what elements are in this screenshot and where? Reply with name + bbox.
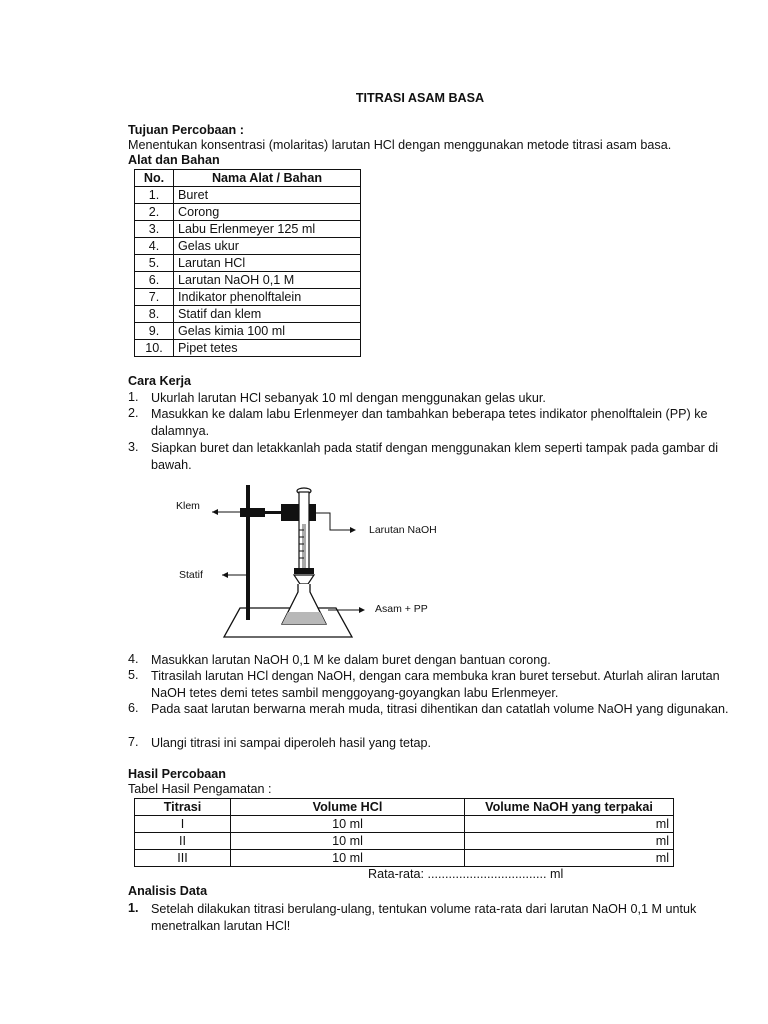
row-name: Corong xyxy=(174,204,361,221)
step-number: 6. xyxy=(128,701,139,715)
step-text: Pada saat larutan berwarna merah muda, titrasi dihentikan dan catatlah volume NaOH yang digunakan. xyxy=(151,702,729,716)
row-no: 1. xyxy=(135,187,174,204)
label-statif: Statif xyxy=(179,569,203,581)
cell-hcl: 10 ml xyxy=(231,833,465,850)
table-row xyxy=(135,816,674,833)
row-name: Statif dan klem xyxy=(174,306,361,323)
row-name: Buret xyxy=(174,187,361,204)
table-row xyxy=(135,306,361,323)
row-no: 3. xyxy=(135,221,174,238)
cell-hcl: 10 ml xyxy=(231,816,465,833)
row-no: 6. xyxy=(135,272,174,289)
klem-clamp xyxy=(240,508,265,517)
row-no: 4. xyxy=(135,238,174,255)
step-number: 5. xyxy=(128,668,139,682)
row-no: 8. xyxy=(135,306,174,323)
tujuan-text: Menentukan konsentrasi (molaritas) larutan HCl dengan menggunakan metode titrasi asam basa. xyxy=(128,138,672,152)
row-no: 7. xyxy=(135,289,174,306)
buret-liquid xyxy=(302,524,306,568)
table-row xyxy=(135,221,361,238)
arrow-left-icon xyxy=(222,572,228,578)
table-row xyxy=(135,272,361,289)
step-number: 2. xyxy=(128,406,139,420)
hasil-table xyxy=(134,798,674,867)
step-number: 3. xyxy=(128,440,139,454)
klem-arm xyxy=(265,511,282,514)
col-titrasi: Titrasi xyxy=(135,799,231,816)
flask-solution xyxy=(282,612,326,624)
label-klem: Klem xyxy=(176,500,200,512)
buret-stopcock xyxy=(294,568,314,574)
cell-titrasi: I xyxy=(135,816,231,833)
label-asam-pp: Asam + PP xyxy=(375,603,428,615)
cell-titrasi: II xyxy=(135,833,231,850)
table-row xyxy=(135,187,361,204)
alat-col-no: No. xyxy=(135,170,174,187)
hasil-heading: Hasil Percobaan xyxy=(128,767,226,781)
row-name: Gelas kimia 100 ml xyxy=(174,323,361,340)
step-text: Masukkan larutan NaOH 0,1 M ke dalam buret dengan bantuan corong. xyxy=(151,653,551,667)
arrow-right-icon xyxy=(350,527,356,533)
alat-col-name: Nama Alat / Bahan xyxy=(174,170,361,187)
row-no: 2. xyxy=(135,204,174,221)
cell-naoh: ml xyxy=(465,816,674,833)
step-number: 1. xyxy=(128,390,139,404)
row-name: Pipet tetes xyxy=(174,340,361,357)
table-row xyxy=(135,238,361,255)
analisis-number: 1. xyxy=(128,901,139,915)
step-number: 4. xyxy=(128,652,139,666)
step-text: Ukurlah larutan HCl sebanyak 10 ml dengan menggunakan gelas ukur. xyxy=(151,391,546,405)
row-name: Larutan NaOH 0,1 M xyxy=(174,272,361,289)
rata-rata: Rata-rata: .................................. ml xyxy=(368,867,564,881)
cara-heading: Cara Kerja xyxy=(128,374,192,388)
table-row xyxy=(135,850,674,867)
tujuan-heading: Tujuan Percobaan : xyxy=(128,123,244,137)
row-no: 9. xyxy=(135,323,174,340)
table-row xyxy=(135,289,361,306)
cell-naoh: ml xyxy=(465,850,674,867)
step-text: Masukkan ke dalam labu Erlenmeyer dan tambahkan beberapa tetes indikator phenolftalein (PP) ke dalamnya. xyxy=(151,407,708,438)
statif-rod xyxy=(246,485,250,620)
table-row xyxy=(135,340,361,357)
label-naoh: Larutan NaOH xyxy=(369,524,437,536)
alat-table-header xyxy=(135,170,361,187)
cell-titrasi: III xyxy=(135,850,231,867)
step-text: Siapkan buret dan letakkanlah pada statif dengan menggunakan klem seperti tampak pada gambar di bawah. xyxy=(151,441,719,472)
hasil-subheading: Tabel Hasil Pengamatan : xyxy=(128,782,272,796)
alat-table xyxy=(134,169,361,357)
corong xyxy=(294,575,314,584)
analisis-heading: Analisis Data xyxy=(128,884,208,898)
table-row xyxy=(135,323,361,340)
analisis-text: Setelah dilakukan titrasi berulang-ulang, tentukan volume rata-rata dari larutan NaOH 0,1 M untuk menetralkan larutan HCl! xyxy=(151,902,697,933)
row-name: Gelas ukur xyxy=(174,238,361,255)
row-name: Larutan HCl xyxy=(174,255,361,272)
cell-hcl: 10 ml xyxy=(231,850,465,867)
alat-heading: Alat dan Bahan xyxy=(128,153,220,167)
step-text: Titrasilah larutan HCl dengan NaOH, dengan cara membuka kran buret tersebut. Aturlah aliran larutan NaOH tetes demi tetes sambil menggoyang-goyangkan labu Erlenmeyer. xyxy=(151,669,720,700)
step-number: 7. xyxy=(128,735,139,749)
row-no: 5. xyxy=(135,255,174,272)
row-no: 10. xyxy=(135,340,174,357)
row-name: Labu Erlenmeyer 125 ml xyxy=(174,221,361,238)
table-row xyxy=(135,255,361,272)
arrow-right-icon xyxy=(359,607,365,613)
page-title: TITRASI ASAM BASA xyxy=(355,91,485,105)
col-volume-hcl: Volume HCl xyxy=(231,799,465,816)
arrow-left-icon xyxy=(212,509,218,515)
hasil-table-header xyxy=(135,799,674,816)
col-volume-naoh: Volume NaOH yang terpakai xyxy=(465,799,674,816)
table-row xyxy=(135,833,674,850)
row-name: Indikator phenolftalein xyxy=(174,289,361,306)
cell-naoh: ml xyxy=(465,833,674,850)
step-text: Ulangi titrasi ini sampai diperoleh hasil yang tetap. xyxy=(151,736,432,750)
table-row xyxy=(135,204,361,221)
